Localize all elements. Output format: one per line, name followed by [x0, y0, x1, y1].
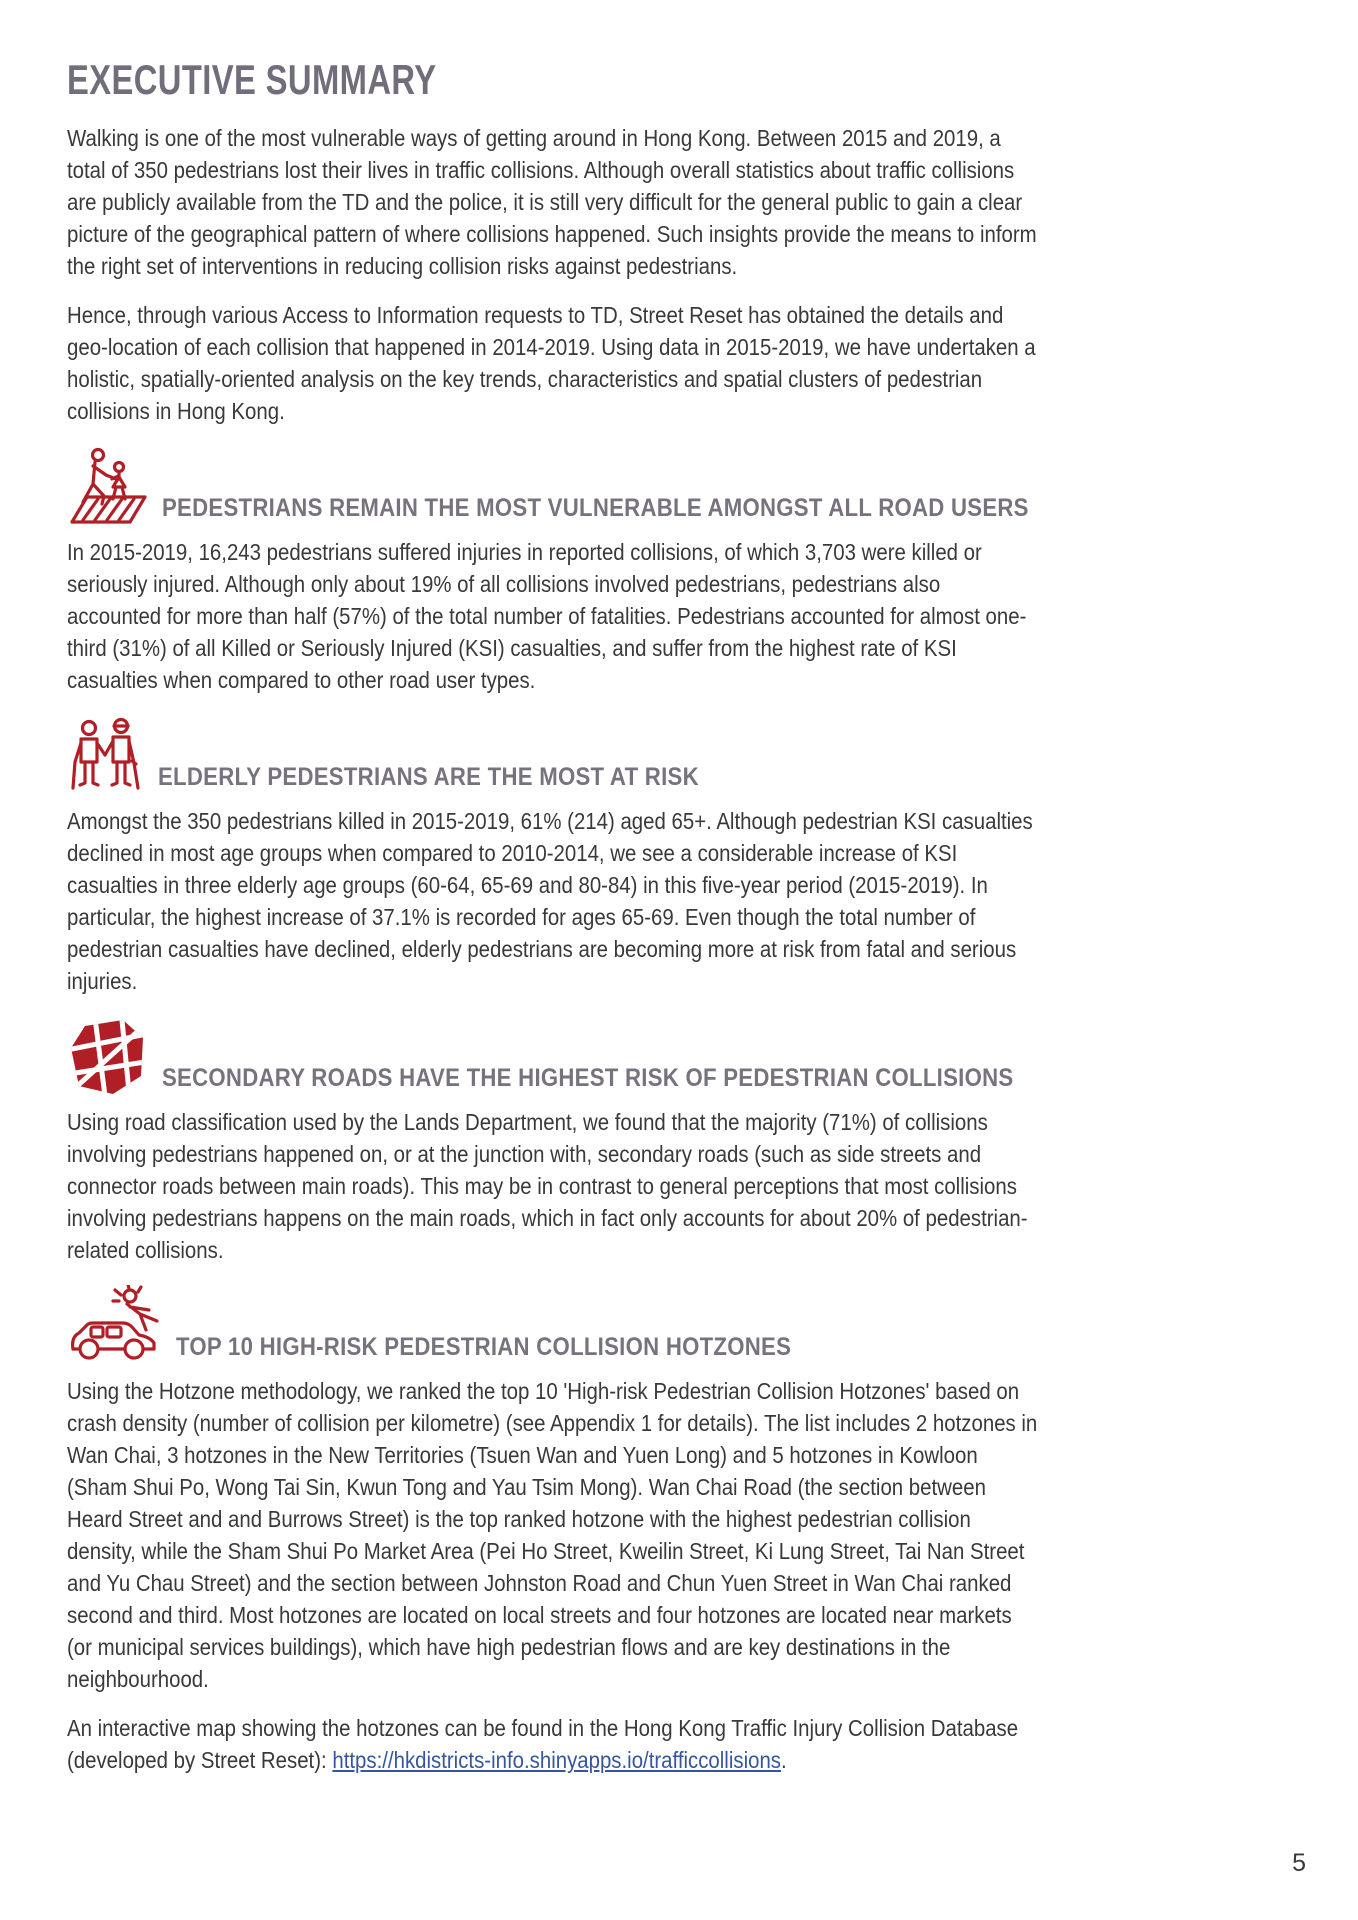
footer-paragraph: [67, 1712, 1037, 1776]
section-heading: PEDESTRIANS REMAIN THE MOST VULNERABLE AMONGST ALL ROAD USERS: [162, 494, 1029, 522]
section-paragraph: Using road classification used by the Lands Department, we found that the majority (71%) of collisions involving pedestrians happened on, or at the junction with, secondary roads (such as side streets and connector roads between main roads). This may be in contrast to general perceptions that most collisions involving pedestrians happens on the main roads, which in fact only accounts for about 20% of pedestrian-related collisions.: [67, 1109, 1028, 1263]
section-pedestrians-vulnerable: [67, 444, 1358, 696]
section-elderly-at-risk: [67, 713, 1358, 997]
section-paragraph: In 2015-2019, 16,243 pedestrians suffered injuries in reported collisions, of which 3,703 were killed or seriously injured. Although only about 19% of all collisions involved pedestrians, pedestrians also accounted for more than half (57%) of the total number of fatalities. Pedestrians accounted for almost one-third (31%) of all Killed or Seriously Injured (KSI) casualties, and suffer from the highest rate of KSI casualties when compared to other road user types.: [67, 539, 1027, 693]
footer-period: .: [781, 1747, 787, 1773]
car-collision-icon: [67, 1285, 161, 1365]
section-secondary-roads: [67, 1014, 1358, 1266]
section-top10-hotzones: [67, 1283, 1358, 1695]
section-heading: TOP 10 HIGH-RISK PEDESTRIAN COLLISION HOTZONES: [176, 1333, 792, 1361]
section-paragraph: Amongst the 350 pedestrians killed in 2015-2019, 61% (214) aged 65+. Although pedestrian KSI casualties declined in most age groups when compared to 2010-2014, we see a considerable increase of KSI casualties in three elderly age groups (60-64, 65-69 and 80-84) in this five-year period (2015-2019). In particular, the highest increase of 37.1% is recorded for ages 65-69. Even though the total number of pedestrian casualties have declined, elderly pedestrians are becoming more at risk from fatal and serious injuries.: [67, 808, 1033, 994]
collision-database-link[interactable]: https://hkdistricts-info.shinyapps.io/trafficcollisions: [332, 1747, 782, 1773]
page-title: EXECUTIVE SUMMARY: [67, 56, 437, 103]
intro-paragraph-2: Hence, through various Access to Information requests to TD, Street Reset has obtained the details and geo-location of each collision that happened in 2014-2019. Using data in 2015-2019, we have undertaken a holistic, spatially-oriented analysis on the key trends, characteristics and spatial clusters of pedestrian collisions in Hong Kong.: [67, 302, 1036, 424]
road-map-icon: [67, 1018, 147, 1096]
footer-text: An interactive map showing the hotzones can be found in the Hong Kong Traffic Injury Collision Database (developed by Street Reset):: [67, 1715, 1019, 1773]
elderly-pedestrians-icon: [67, 717, 143, 795]
section-paragraph: Using the Hotzone methodology, we ranked the top 10 'High-risk Pedestrian Collision Hotzones' based on crash density (number of collision per kilometre) (see Appendix 1 for details). The list includes 2 hotzones in Wan Chai, 3 hotzones in the New Territories (Tsuen Wan and Yuen Long) and 5 hotzones in Kowloon (Sham Shui Po, Wong Tai Sin, Kwun Tong and Yau Tsim Mong). Wan Chai Road (the section between Heard Street and and Burrows Street) is the top ranked hotzone with the highest pedestrian collision density, while the Sham Shui Po Market Area (Pei Ho Street, Kweilin Street, Ki Lung Street, Tai Nan Street and Yu Chau Street) and the section between Johnston Road and Chun Yuen Street in Wan Chai ranked second and third. Most hotzones are located on local streets and four hotzones are located near markets (or municipal services buildings), which have high pedestrian flows and are key destinations in the neighbourhood.: [67, 1378, 1038, 1692]
section-heading: SECONDARY ROADS HAVE THE HIGHEST RISK OF PEDESTRIAN COLLISIONS: [162, 1064, 1014, 1092]
pedestrian-crossing-icon: [67, 446, 147, 526]
section-heading: ELDERLY PEDESTRIANS ARE THE MOST AT RISK: [158, 763, 699, 791]
intro-paragraph-1: Walking is one of the most vulnerable ways of getting around in Hong Kong. Between 2015 and 2019, a total of 350 pedestrians lost their lives in traffic collisions. Although overall statistics about traffic collisions are publicly available from the TD and the police, it is still very difficult for the general public to gain a clear picture of the geographical pattern of where collisions happened. Such insights provide the means to inform the right set of interventions in reducing collision risks against pedestrians.: [67, 125, 1037, 279]
page-number: 5: [1292, 1849, 1306, 1877]
